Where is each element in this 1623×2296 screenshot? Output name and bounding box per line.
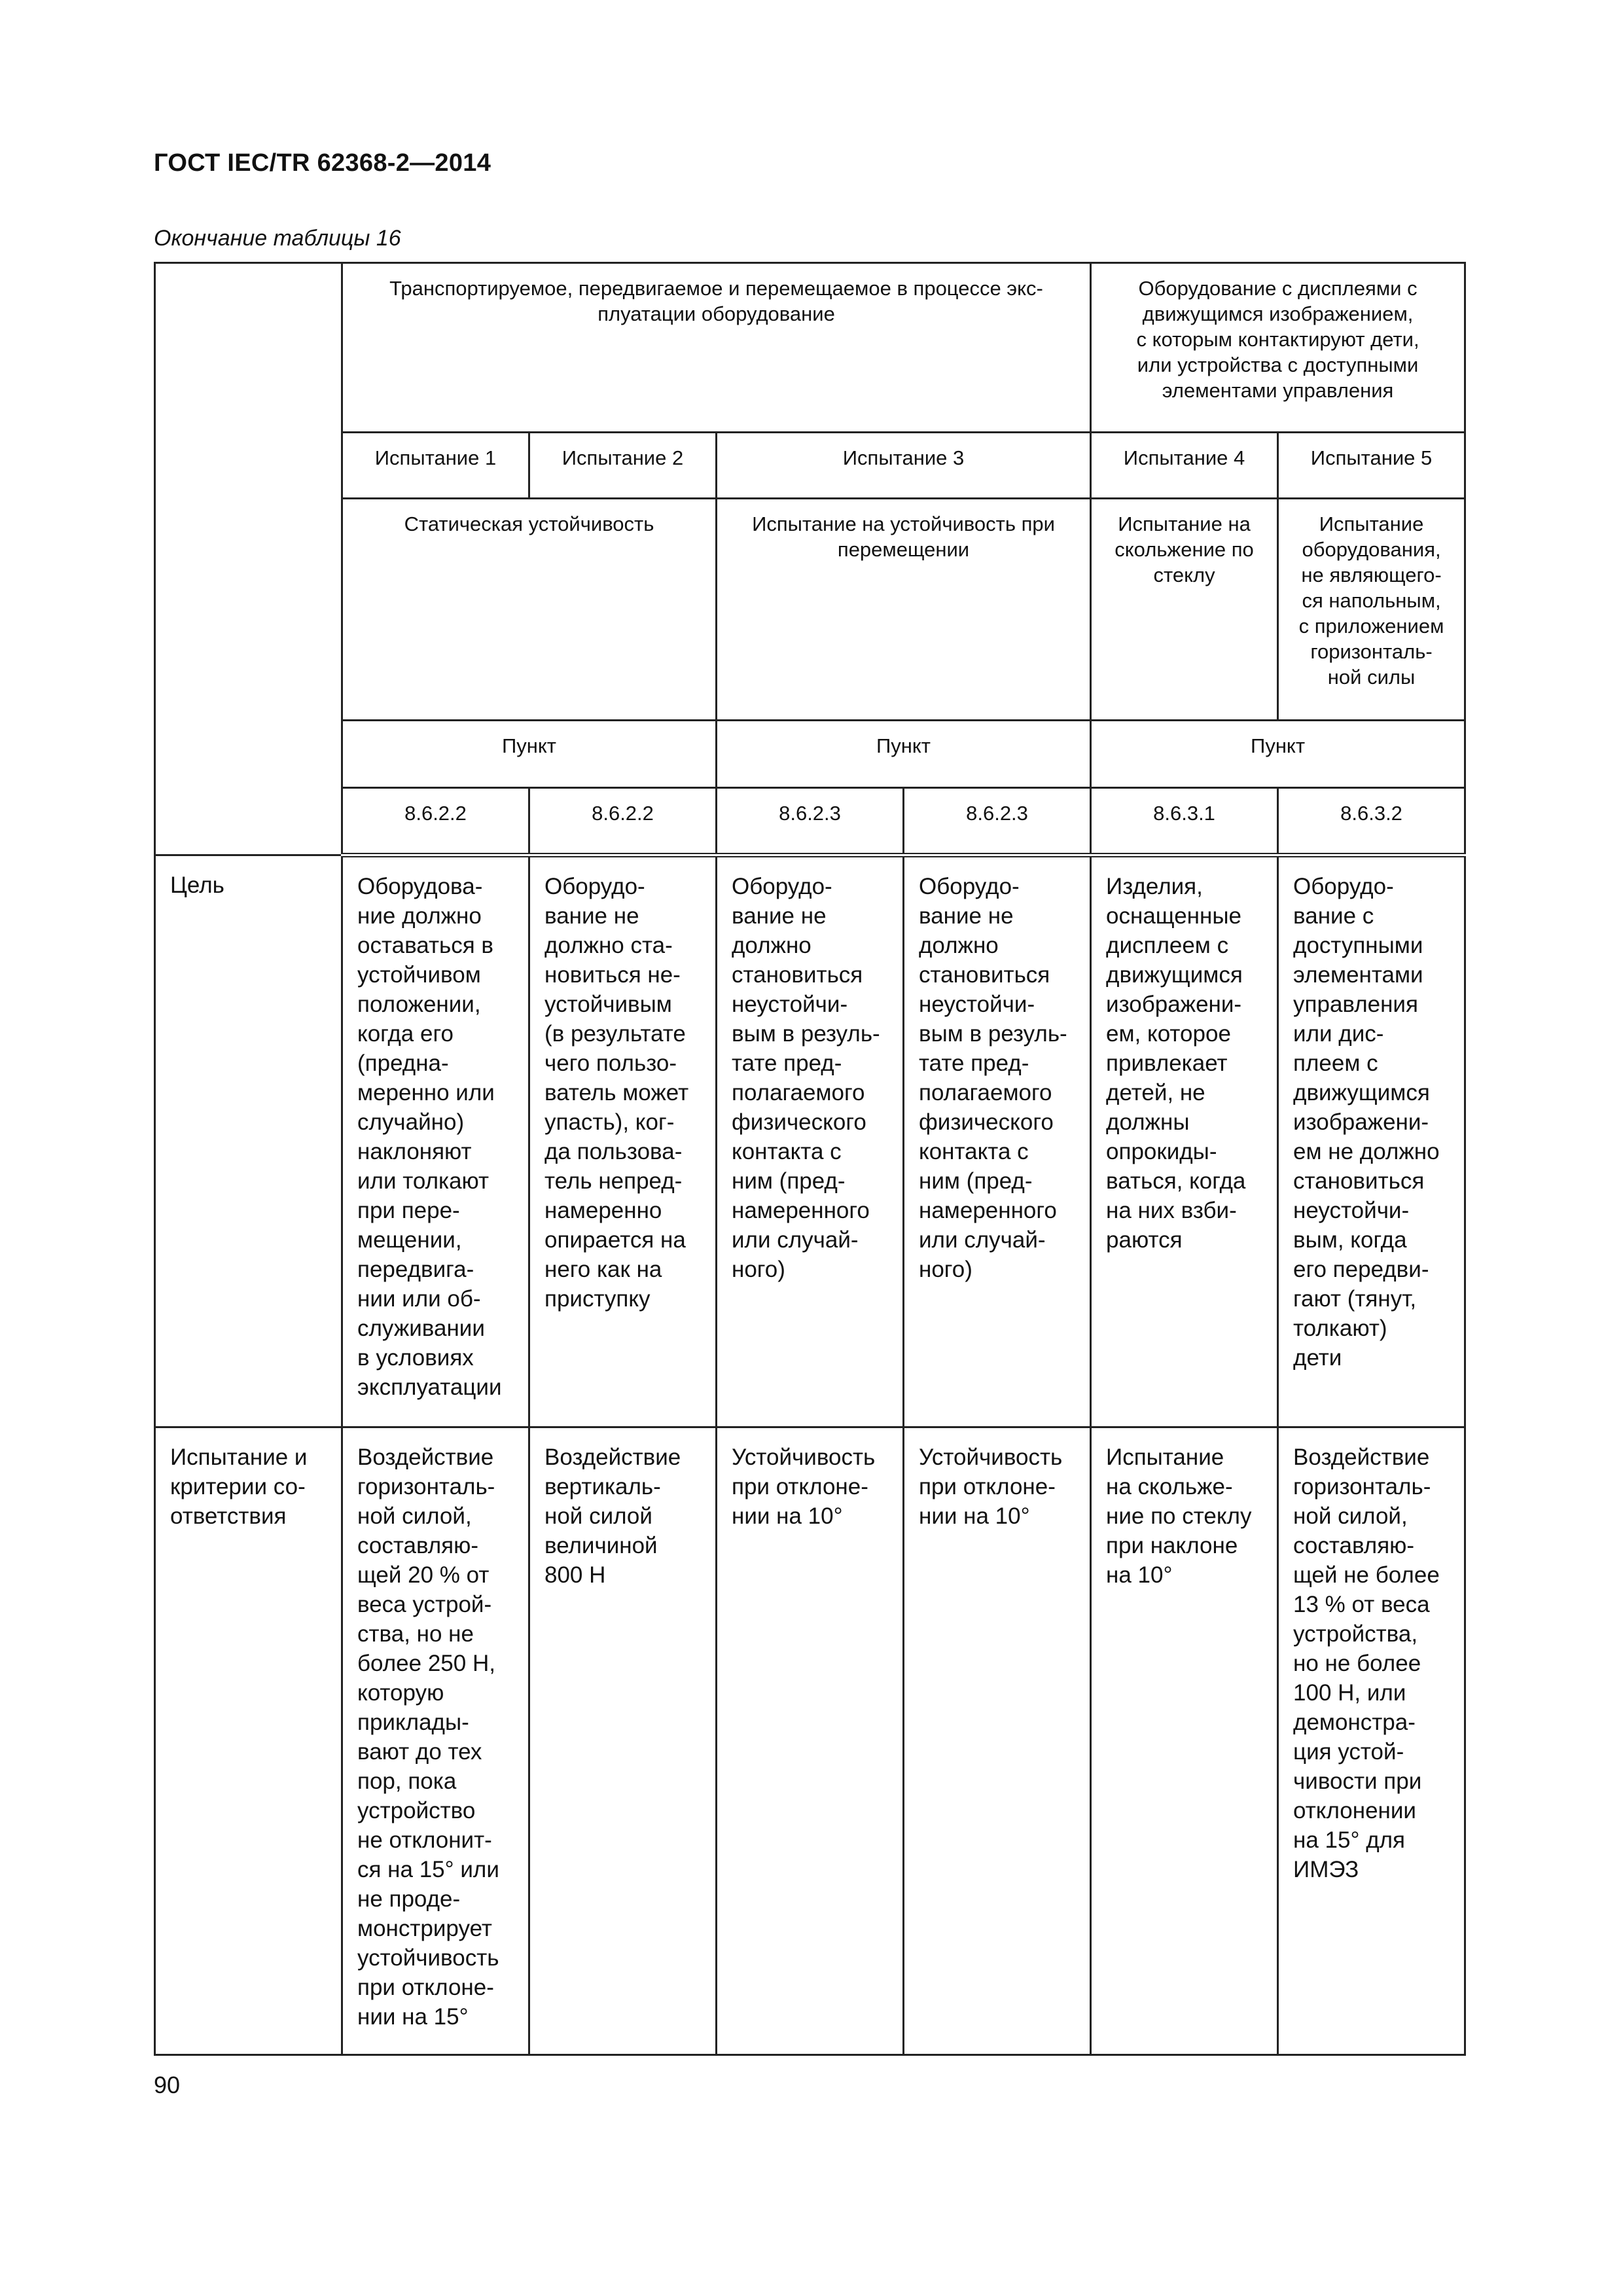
table-row [155, 433, 1465, 499]
test-header: Испытание 3 [717, 433, 1091, 499]
document-code: ГОСТ IEC/TR 62368-2—2014 [154, 149, 491, 177]
punkt-label: Пункт [717, 721, 1091, 788]
table-cell: Воздействие горизонталь- ной силой, составляю- щей не более 13 % от веса устройства, но не более 100 Н, или демонстра- ция устой- чивости при отклонении на 15° для ИМЭЗ [1278, 1427, 1465, 2055]
clause-number: 8.6.2.2 [342, 788, 529, 855]
group-header-transportable: Транспортируемое, передвигаемое и перемещаемое в процессе экс- плуатации оборудование [342, 263, 1091, 433]
stability-tests-table [154, 262, 1466, 2056]
test-header: Испытание 5 [1278, 433, 1465, 499]
clause-number: 8.6.3.1 [1091, 788, 1278, 855]
test-name-static: Статическая устойчивость [342, 499, 717, 721]
test-name-moving: Испытание на устойчивость при перемещении [717, 499, 1091, 721]
punkt-label: Пункт [1091, 721, 1465, 788]
row-label-criteria: Испытание и критерии со- ответствия [155, 1427, 342, 2055]
test-name-sliding: Испытание на скольжение по стеклу [1091, 499, 1278, 721]
table-row [155, 499, 1465, 721]
table-row [155, 855, 1465, 1427]
table-cell: Изделия, оснащенные дисплеем с движущимся изображени- ем, которое привлекает детей, не должны опрокиды- ваться, когда на них взби- раются [1091, 855, 1278, 1427]
clause-number: 8.6.2.3 [904, 788, 1091, 855]
test-header: Испытание 4 [1091, 433, 1278, 499]
table-cell: Оборудо- вание не должно становиться неустойчи- вым в резуль- тате пред- полагаемого физического контакта с ним (пред- намеренного или случай- ного) [904, 855, 1091, 1427]
table-row [155, 263, 1465, 433]
table-cell: Устойчивость при отклоне- нии на 10° [904, 1427, 1091, 2055]
table-cell: Воздействие вертикаль- ной силой величиной 800 Н [529, 1427, 717, 2055]
table-cell: Устойчивость при отклоне- нии на 10° [717, 1427, 904, 2055]
table-cell: Воздействие горизонталь- ной силой, составляю- щей 20 % от веса устрой- ства, но не более 250 Н, которую приклады- вают до тех пор, пока устройство не отклонит- ся на 15° или не проде- монстрирует устойчивость при отклоне- нии на 15° [342, 1427, 529, 2055]
table-row [155, 721, 1465, 788]
test-header: Испытание 1 [342, 433, 529, 499]
table-cell: Оборудо- вание не должно ста- новиться не- устойчивым (в результате чего пользо- ватель может упасть), ког- да пользова- тель непред- намеренно опирается на него как на приступку [529, 855, 717, 1427]
row-label-goal: Цель [155, 855, 342, 1427]
table-cell: Испытание на скольже- ние по стеклу при наклоне на 10° [1091, 1427, 1278, 2055]
clause-number: 8.6.3.2 [1278, 788, 1465, 855]
group-header-displays: Оборудование с дисплеями с движущимся изображением, с которым контактируют дети, или устройства с доступными элементами управления [1091, 263, 1465, 433]
punkt-label: Пункт [342, 721, 717, 788]
clause-number: 8.6.2.2 [529, 788, 717, 855]
table-caption: Окончание таблицы 16 [154, 226, 401, 251]
table-row [155, 1427, 1465, 2055]
corner-cell [155, 263, 342, 855]
table-row [155, 788, 1465, 855]
table-cell: Оборудова- ние должно оставаться в устойчивом положении, когда его (предна- меренно или случайно) наклоняют или толкают при пере- мещении, передвига- нии или об- служивании в условиях эксплуатации [342, 855, 529, 1427]
test-header: Испытание 2 [529, 433, 717, 499]
page-number: 90 [154, 2072, 181, 2098]
test-name-non-floor: Испытание оборудования, не являющего- ся напольным, с приложением горизонталь- ной силы [1278, 499, 1465, 721]
table-cell: Оборудо- вание не должно становиться неустойчи- вым в резуль- тате пред- полагаемого физического контакта с ним (пред- намеренного или случай- ного) [717, 855, 904, 1427]
table-cell: Оборудо- вание с доступными элементами управления или дис- плеем с движущимся изображени- ем не должно становиться неустойчи- вым, когда его передви- гают (тянут, толкают) дети [1278, 855, 1465, 1427]
clause-number: 8.6.2.3 [717, 788, 904, 855]
